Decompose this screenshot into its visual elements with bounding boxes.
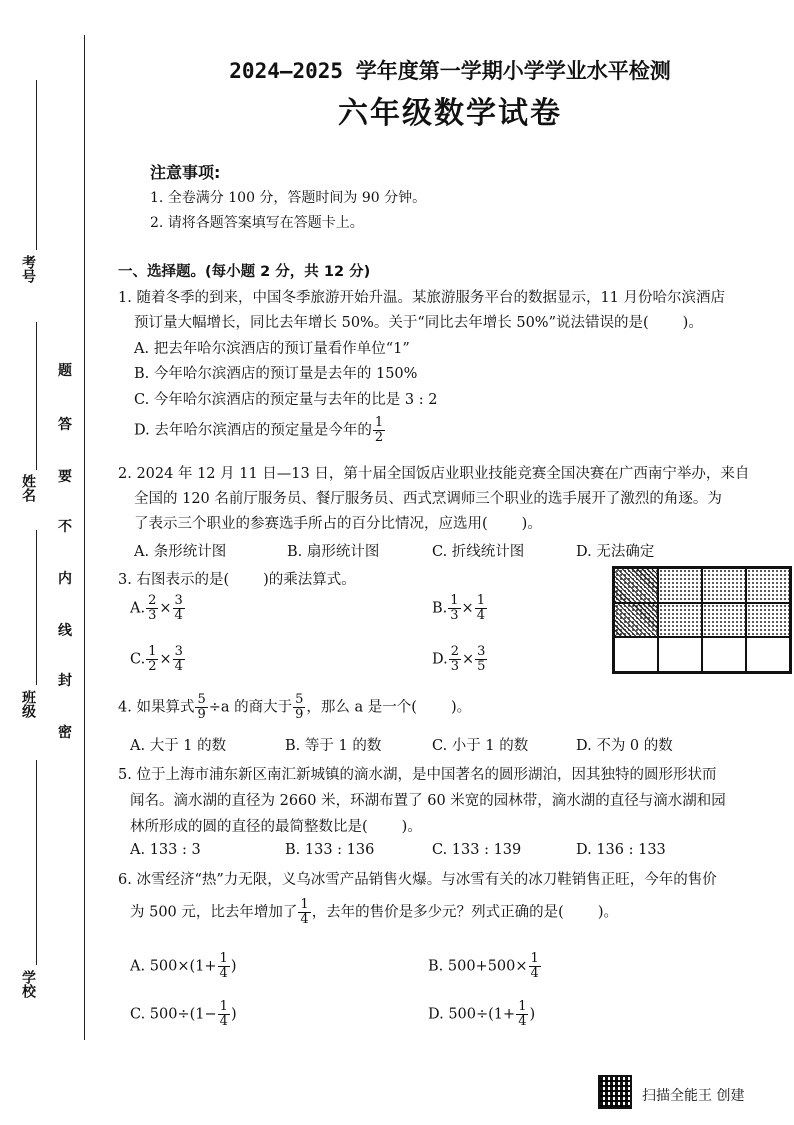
grid-cell-empty xyxy=(702,637,746,672)
grid-cell-dotted xyxy=(702,568,746,603)
seal-char: 密 xyxy=(58,725,72,741)
q4-option-b[interactable]: B. 等于 1 的数 xyxy=(285,738,382,754)
q5-stem-line2: 闻名。滴水湖的直径为 2660 米，环湖布置了 60 米宽的园林带，滴水湖的直径与滴水湖和园 xyxy=(130,793,726,809)
seal-char: 线 xyxy=(58,623,72,639)
q5-option-a[interactable]: A. 133 : 3 xyxy=(130,842,201,858)
fraction: $\frac{5}{9}$ xyxy=(295,692,304,722)
fraction: $\frac{1}{4}$ xyxy=(530,951,539,981)
exam-no-label: 考号 xyxy=(20,255,36,283)
grid-cell-dotted xyxy=(746,568,790,603)
q4-option-a[interactable]: A. 大于 1 的数 xyxy=(130,738,227,754)
q2-option-a[interactable]: A. 条形统计图 xyxy=(134,544,227,560)
q3-option-b[interactable]: B. $\frac{1}{3}$ × $\frac{1}{4}$ xyxy=(432,593,485,623)
q2-stem-line3: 了表示三个职业的参赛选手所占的百分比情况，应选用( )。 xyxy=(134,516,542,532)
q1-stem-line1: 1. 随着冬季的到来，中国冬季旅游开始升温。某旅游服务平台的数据显示，11 月份哈尔滨酒店 xyxy=(118,290,725,306)
q6-option-a[interactable]: A. 500×(1+ $\frac{1}{4}$ ) xyxy=(130,951,237,981)
q6-option-b[interactable]: B. 500+500× $\frac{1}{4}$ xyxy=(428,951,539,981)
q6-stem-line2: 为 500 元，比去年增加了 $\frac{1}{4}$ ，去年的售价是多少元？列式正确的是( )。 xyxy=(130,897,619,927)
q4-option-d[interactable]: D. 不为 0 的数 xyxy=(576,738,673,754)
q3-option-c[interactable]: C. $\frac{1}{2}$ × $\frac{3}{4}$ xyxy=(130,644,183,674)
seal-char: 要 xyxy=(58,469,72,485)
exam-title: 2024—2025 学年度第一学期小学学业水平检测 xyxy=(229,59,671,83)
fraction: $\frac{5}{9}$ xyxy=(197,692,206,722)
q2-stem-line1: 2. 2024 年 12 月 11 日—13 日，第十届全国饭店业职业技能竞赛全国决赛在广西南宁举办，来自 xyxy=(118,466,750,482)
fraction: $\frac{3}{4}$ xyxy=(174,593,183,623)
q6-stem-line1: 6. 冰雪经济“热”力无限，义乌冰雪产品销售火爆。与冰雪有关的冰刀鞋销售正旺，今年的售价 xyxy=(118,872,717,888)
exam-subtitle: 六年级数学试卷 xyxy=(338,96,562,131)
name-label: 姓名 xyxy=(20,474,36,502)
q6-option-c[interactable]: C. 500÷(1− $\frac{1}{4}$ ) xyxy=(130,999,237,1029)
section-heading: 一、选择题。(每小题 2 分，共 12 分) xyxy=(118,264,371,280)
q6-option-d[interactable]: D. 500÷(1+ $\frac{1}{4}$ ) xyxy=(428,999,536,1029)
q1-option-c[interactable]: C. 今年哈尔滨酒店的预定量与去年的比是 3 : 2 xyxy=(134,392,438,408)
grid-cell-empty xyxy=(658,637,702,672)
seal-char: 答 xyxy=(58,417,72,433)
q2-option-b[interactable]: B. 扇形统计图 xyxy=(287,544,380,560)
q1-option-a[interactable]: A. 把去年哈尔滨酒店的预订量看作单位“1” xyxy=(134,341,410,357)
q3-stem: 3. 右图表示的是( )的乘法算式。 xyxy=(118,572,356,588)
fraction: $\frac{1}{2}$ xyxy=(374,415,384,445)
fraction: $\frac{1}{4}$ xyxy=(476,593,485,623)
fraction: $\frac{1}{4}$ xyxy=(219,999,228,1029)
q2-option-d[interactable]: D. 无法确定 xyxy=(576,544,655,560)
q5-option-d[interactable]: D. 136 : 133 xyxy=(576,842,666,858)
notes-heading: 注意事项: xyxy=(150,163,221,182)
q3-option-a[interactable]: A. $\frac{2}{3}$ × $\frac{3}{4}$ xyxy=(130,593,183,623)
class-underline xyxy=(36,530,37,685)
q2-stem-line2: 全国的 120 名前厅服务员、餐厅服务员、西式烹调师三个职业的选手展开了激烈的角逐。为 xyxy=(134,491,722,507)
seal-char: 内 xyxy=(58,571,72,587)
note-item: 1. 全卷满分 100 分，答题时间为 90 分钟。 xyxy=(150,190,427,206)
fraction: $\frac{1}{3}$ xyxy=(450,593,459,623)
fraction: $\frac{1}{2}$ xyxy=(148,644,157,674)
seal-char: 题 xyxy=(58,363,72,379)
grid-cell-dotted xyxy=(746,603,790,638)
grid-cell-empty xyxy=(614,637,658,672)
q1-option-b[interactable]: B. 今年哈尔滨酒店的预订量是去年的 150% xyxy=(134,366,418,382)
scanner-watermark: 扫描全能王 创建 xyxy=(642,1088,745,1104)
fraction: $\frac{3}{4}$ xyxy=(174,644,183,674)
grid-cell-dotted xyxy=(658,603,702,638)
fraction: $\frac{2}{3}$ xyxy=(450,644,459,674)
q1-option-d[interactable]: D. 去年哈尔滨酒店的预定量是今年的 $\frac{1}{2}$ xyxy=(134,415,384,445)
q5-option-b[interactable]: B. 133 : 136 xyxy=(285,842,375,858)
grid-cell-empty xyxy=(746,637,790,672)
school-underline xyxy=(36,760,37,965)
fraction: $\frac{2}{3}$ xyxy=(148,593,157,623)
fraction: $\frac{1}{4}$ xyxy=(219,951,228,981)
q3-grid-figure xyxy=(612,566,792,674)
q2-option-c[interactable]: C. 折线统计图 xyxy=(432,544,525,560)
q5-option-c[interactable]: C. 133 : 139 xyxy=(432,842,522,858)
q3-option-d[interactable]: D. $\frac{2}{3}$ × $\frac{3}{5}$ xyxy=(432,644,486,674)
grid-cell-dotted xyxy=(702,603,746,638)
binding-line xyxy=(84,35,85,1040)
fraction: $\frac{1}{4}$ xyxy=(518,999,527,1029)
class-label: 班级 xyxy=(20,690,36,718)
grid-cell-hatched xyxy=(614,568,658,603)
seal-char: 封 xyxy=(58,673,72,689)
note-item: 2. 请将各题答案填写在答题卡上。 xyxy=(150,215,364,231)
exam-no-underline xyxy=(36,80,37,250)
fraction: $\frac{3}{5}$ xyxy=(477,644,486,674)
qr-code-icon xyxy=(598,1075,632,1109)
q1-stem-line2: 预订量大幅增长，同比去年增长 50%。关于“同比去年增长 50%”说法错误的是( )。 xyxy=(134,315,703,331)
q4-option-c[interactable]: C. 小于 1 的数 xyxy=(432,738,529,754)
grid-cell-hatched xyxy=(614,603,658,638)
school-label: 学校 xyxy=(20,970,36,998)
grid-cell-dotted xyxy=(658,568,702,603)
q5-stem-line1: 5. 位于上海市浦东新区南汇新城镇的滴水湖，是中国著名的圆形湖泊，因其独特的圆形形状而 xyxy=(118,767,717,783)
q4-stem: 4. 如果算式 $\frac{5}{9}$ ÷a 的商大于 $\frac{5}{9}$ ，那么 a 是一个( )。 xyxy=(118,692,472,722)
fraction: $\frac{1}{4}$ xyxy=(300,897,309,927)
name-underline xyxy=(36,322,37,470)
seal-char: 不 xyxy=(58,519,72,535)
q5-stem-line3: 林所形成的圆的直径的最简整数比是( )。 xyxy=(130,819,422,835)
